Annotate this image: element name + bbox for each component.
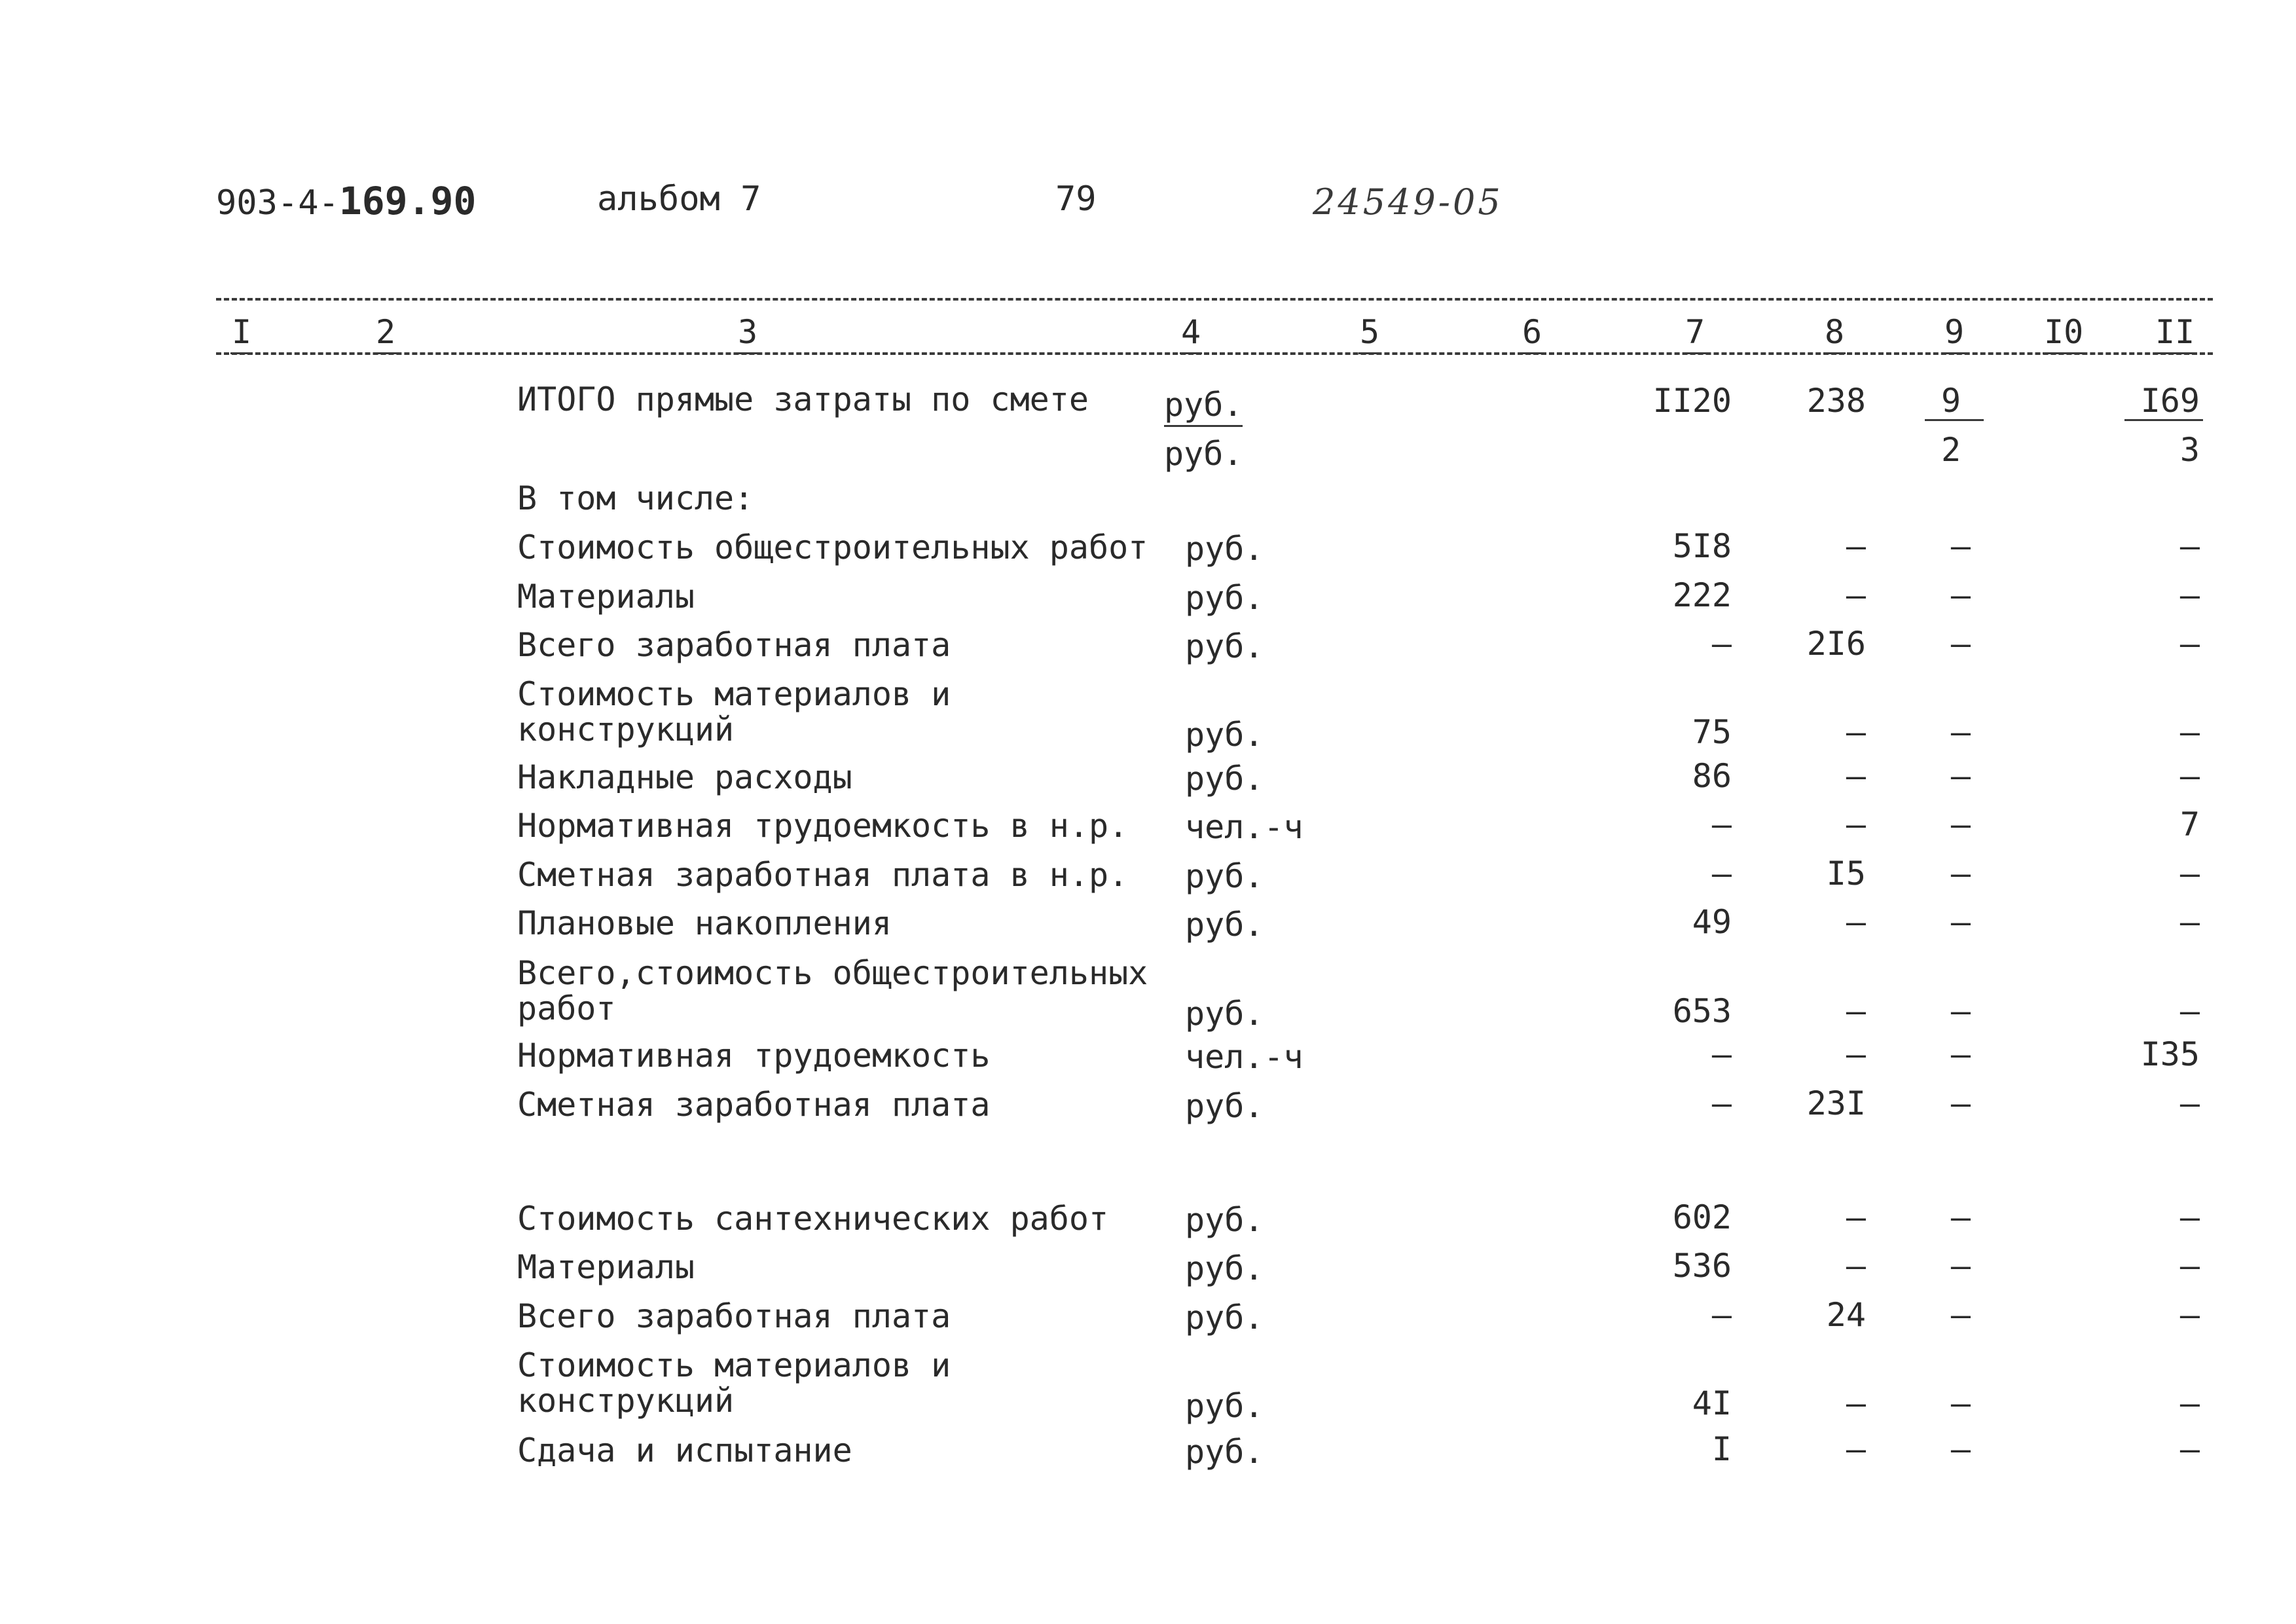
row-col7-value: – [1711, 1035, 1732, 1073]
row-label: Плановые накопления [517, 904, 892, 942]
row-label: Стоимость сантехнических работ [517, 1200, 1109, 1238]
row-col9-value: – [1950, 625, 1971, 663]
row-col11-value: – [2179, 1198, 2200, 1236]
row-label: Накладные расходы [517, 758, 852, 796]
row-col7-value: 602 [1672, 1198, 1732, 1236]
row-unit: руб. [1185, 627, 1264, 665]
row-label: Сдача и испытание [517, 1431, 852, 1469]
column-number-3: 3 [737, 313, 759, 354]
row-label: Стоимость общестроительных работ [517, 528, 1148, 566]
row-col8-value: 2I6 [1806, 625, 1866, 663]
row-col11-value: – [2179, 576, 2200, 614]
document-code [216, 179, 477, 223]
row-col11-value: – [2179, 1084, 2200, 1122]
row-col7-value: – [1711, 1084, 1732, 1122]
row-unit: чел.-ч [1185, 1038, 1303, 1076]
row-unit: руб. [1185, 1387, 1264, 1425]
column-number-4: 4 [1180, 313, 1202, 354]
row-col11-value: – [2179, 1296, 2200, 1334]
row-col7-value: – [1711, 855, 1732, 893]
row-col8-value: – [1846, 992, 1866, 1030]
row-col7-value: 86 [1692, 757, 1732, 795]
row-label: Стоимость материалов и конструкций [517, 1346, 951, 1420]
row-col8-value: – [1846, 1247, 1866, 1285]
column-number-11: II [2154, 313, 2196, 354]
row-col8-value: – [1846, 1035, 1866, 1073]
row-col8-value: 24 [1826, 1296, 1866, 1334]
row-col8-value: – [1846, 757, 1866, 795]
row-label: Сметная заработная плата в н.р. [517, 856, 1129, 894]
row-col8-value: – [1846, 576, 1866, 614]
column-number-1: I [230, 313, 253, 354]
row-unit: руб. [1185, 1299, 1264, 1337]
total-col11-top: I69 [2140, 382, 2200, 420]
row-col11-value: – [2179, 855, 2200, 893]
document-code-number: 169.90 [338, 179, 477, 223]
row-label: Нормативная трудоемкость [517, 1037, 991, 1075]
total-col11-bottom: 3 [2179, 431, 2200, 469]
row-col11-value: I35 [2140, 1035, 2200, 1073]
row-label: Материалы [517, 578, 695, 616]
column-number-7: 7 [1684, 313, 1706, 354]
header-bottom-rule [216, 352, 2213, 355]
row-col8-value: – [1846, 1198, 1866, 1236]
row-col8-value: – [1846, 1384, 1866, 1422]
total-unit-top: руб. [1164, 386, 1243, 424]
row-col11-value: – [2179, 903, 2200, 941]
total-col7: II20 [1652, 382, 1732, 420]
row-label: Нормативная трудоемкость в н.р. [517, 807, 1129, 845]
row-unit: руб. [1185, 530, 1264, 568]
row-col7-value: – [1711, 625, 1732, 663]
row-col9-value: – [1950, 527, 1971, 565]
row-unit: руб. [1185, 579, 1264, 617]
row-col8-value: – [1846, 805, 1866, 843]
row-col8-value: – [1846, 1430, 1866, 1468]
row-unit: руб. [1185, 1087, 1264, 1125]
row-unit: руб. [1185, 1433, 1264, 1471]
total-col9-top: 9 [1941, 382, 1961, 420]
row-col8-value: – [1846, 713, 1866, 751]
row-col9-value: – [1950, 992, 1971, 1030]
total-unit-bottom: руб. [1164, 435, 1243, 473]
row-col7-value: 653 [1672, 992, 1732, 1030]
header-top-rule [216, 298, 2213, 301]
row-unit: руб. [1185, 906, 1264, 944]
row-col9-value: – [1950, 713, 1971, 751]
row-col11-value: – [2179, 713, 2200, 751]
row-label: Сметная заработная плата [517, 1086, 991, 1124]
total-col9-fraction-bar [1925, 419, 1984, 421]
row-col11-value: – [2179, 757, 2200, 795]
row-col7-value: 536 [1672, 1247, 1732, 1285]
row-unit: руб. [1185, 1201, 1264, 1239]
row-col9-value: – [1950, 757, 1971, 795]
row-col9-value: – [1950, 576, 1971, 614]
page-number: 79 [1055, 179, 1097, 219]
row-col7-value: 4I [1692, 1384, 1732, 1422]
total-col11-fraction-bar [2124, 419, 2203, 421]
row-col11-value: – [2179, 1430, 2200, 1468]
row-col9-value: – [1950, 1035, 1971, 1073]
row-col11-value: – [2179, 992, 2200, 1030]
subheading: В том числе: [517, 479, 754, 517]
total-label: ИТОГО прямые затраты по смете [517, 380, 1089, 418]
row-unit: чел.-ч [1185, 808, 1303, 846]
total-col8: 238 [1806, 382, 1866, 420]
row-col11-value: – [2179, 1247, 2200, 1285]
inventory-number: 24549-05 [1313, 181, 1503, 223]
row-col9-value: – [1950, 1384, 1971, 1422]
row-label: Всего,стоимость общестроительных работ [517, 954, 1148, 1027]
total-col9-bottom: 2 [1941, 431, 1961, 469]
row-unit: руб. [1185, 716, 1264, 754]
row-unit: руб. [1185, 1249, 1264, 1287]
row-col7-value: 75 [1692, 713, 1732, 751]
row-col9-value: – [1950, 1296, 1971, 1334]
row-unit: руб. [1185, 995, 1264, 1033]
row-unit: руб. [1185, 760, 1264, 798]
row-col11-value: – [2179, 1384, 2200, 1422]
row-col7-value: 222 [1672, 576, 1732, 614]
row-col7-value: – [1711, 1296, 1732, 1334]
row-col9-value: – [1950, 1247, 1971, 1285]
row-col11-value: 7 [2179, 805, 2200, 843]
row-col9-value: – [1950, 1084, 1971, 1122]
row-label: Стоимость материалов и конструкций [517, 675, 951, 748]
row-label: Материалы [517, 1248, 695, 1286]
row-col9-value: – [1950, 1430, 1971, 1468]
row-col8-value: – [1846, 527, 1866, 565]
row-col7-value: I [1711, 1430, 1732, 1468]
column-number-2: 2 [374, 313, 397, 354]
row-col11-value: – [2179, 527, 2200, 565]
row-col9-value: – [1950, 903, 1971, 941]
album-label: альбом 7 [597, 179, 761, 219]
column-number-6: 6 [1521, 313, 1543, 354]
row-col11-value: – [2179, 625, 2200, 663]
row-label: Всего заработная плата [517, 1297, 951, 1335]
row-col7-value: – [1711, 805, 1732, 843]
row-col7-value: 49 [1692, 903, 1732, 941]
row-col8-value: – [1846, 903, 1866, 941]
row-col9-value: – [1950, 855, 1971, 893]
column-number-8: 8 [1823, 313, 1846, 354]
row-col8-value: I5 [1826, 855, 1866, 893]
row-label: Всего заработная плата [517, 626, 951, 664]
row-col7-value: 5I8 [1672, 527, 1732, 565]
row-unit: руб. [1185, 857, 1264, 895]
column-number-9: 9 [1943, 313, 1965, 354]
row-col9-value: – [1950, 1198, 1971, 1236]
column-number-5: 5 [1358, 313, 1381, 354]
document-code-prefix: 903-4- [216, 183, 339, 223]
column-number-10: I0 [2043, 313, 2085, 354]
row-col8-value: 23I [1806, 1084, 1866, 1122]
row-col9-value: – [1950, 805, 1971, 843]
